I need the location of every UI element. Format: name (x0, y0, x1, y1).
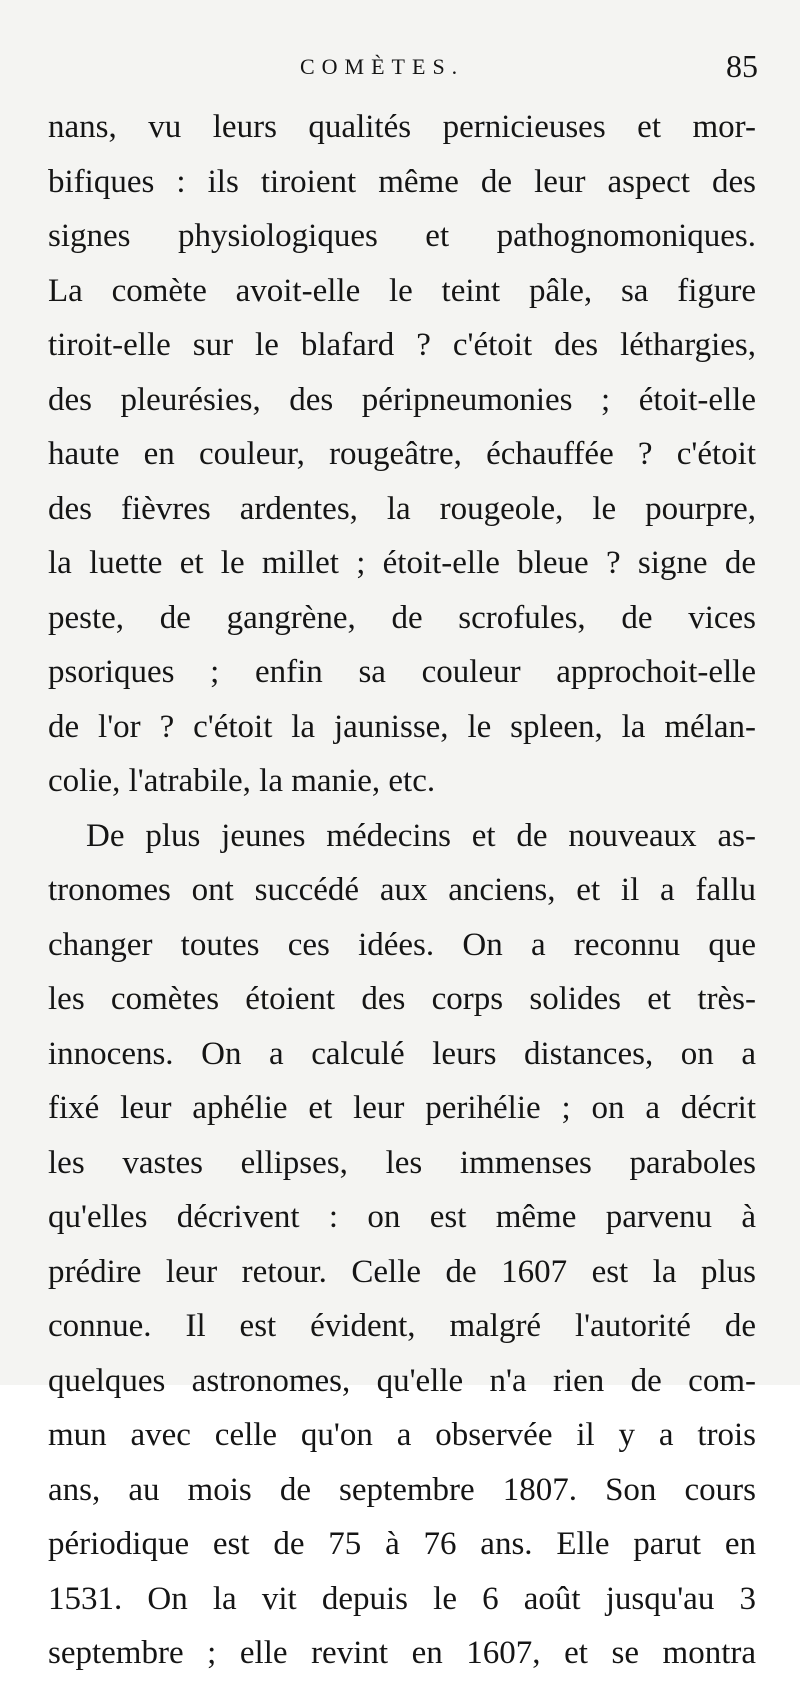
text-line: de l'or ? c'étoit la jaunisse, le spleen, la mélan- (48, 708, 756, 745)
text-line: mun avec celle qu'on a observée il y a trois (48, 1417, 756, 1453)
text-line: des pleurésies, des péripneumonies ; étoit-elle (48, 381, 756, 418)
text-line: fixé leur aphélie et leur perihélie ; on a décrit (48, 1090, 756, 1126)
text-line: nans, vu leurs qualités pernicieuses et mor- (48, 109, 756, 145)
text-line: ans, au mois de septembre 1807. Son cours (48, 1471, 756, 1508)
text-line: colie, l'atrabile, la manie, etc. (48, 763, 436, 799)
text-line: connue. Il est évident, malgré l'autorité de (48, 1308, 756, 1344)
paragraph (48, 809, 756, 1681)
text-line: 1531. On la vit depuis le 6 août jusqu'au 3 (48, 1580, 756, 1617)
text-line: La comète avoit-elle le teint pâle, sa figure (48, 272, 756, 309)
text-line: périodique est de 75 à 76 ans. Elle parut en (48, 1526, 756, 1562)
text-line: qu'elles décrivent : on est même parvenu à (48, 1199, 756, 1235)
text-line: innocens. On a calculé leurs distances, on a (48, 1035, 756, 1072)
page-number: 85 (726, 48, 758, 84)
text-line: quelques astronomes, qu'elle n'a rien de com- (48, 1362, 756, 1399)
text-line: haute en couleur, rougeâtre, échauffée ? c'étoit (48, 436, 756, 472)
paragraph (48, 100, 756, 809)
text-line: tiroit-elle sur le blafard ? c'étoit des léthargies, (48, 327, 756, 363)
text-line: des fièvres ardentes, la rougeole, le pourpre, (48, 490, 756, 527)
text-line: signes physiologiques et pathognomoniques. (48, 218, 756, 254)
body-text (48, 100, 756, 1681)
running-head: COMÈTES. (300, 54, 465, 79)
text-line: la luette et le millet ; étoit-elle bleue ? signe de (48, 545, 756, 581)
text-line: tronomes ont succédé aux anciens, et il a fallu (48, 872, 756, 908)
text-line: les vastes ellipses, les immenses paraboles (48, 1144, 756, 1181)
text-line: psoriques ; enfin sa couleur approchoit-elle (48, 654, 756, 690)
text-line: De plus jeunes médecins et de nouveaux as- (86, 817, 756, 854)
text-line: les comètes étoient des corps solides et très- (48, 981, 756, 1017)
text-line: septembre ; elle revint en 1607, et se montra (48, 1635, 756, 1671)
page-header (0, 48, 800, 88)
text-line: prédire leur retour. Celle de 1607 est la plus (48, 1253, 756, 1290)
text-line: peste, de gangrène, de scrofules, de vices (48, 599, 756, 636)
text-line: changer toutes ces idées. On a reconnu que (48, 926, 756, 963)
text-line: bifiques : ils tiroient même de leur aspect des (48, 163, 756, 200)
